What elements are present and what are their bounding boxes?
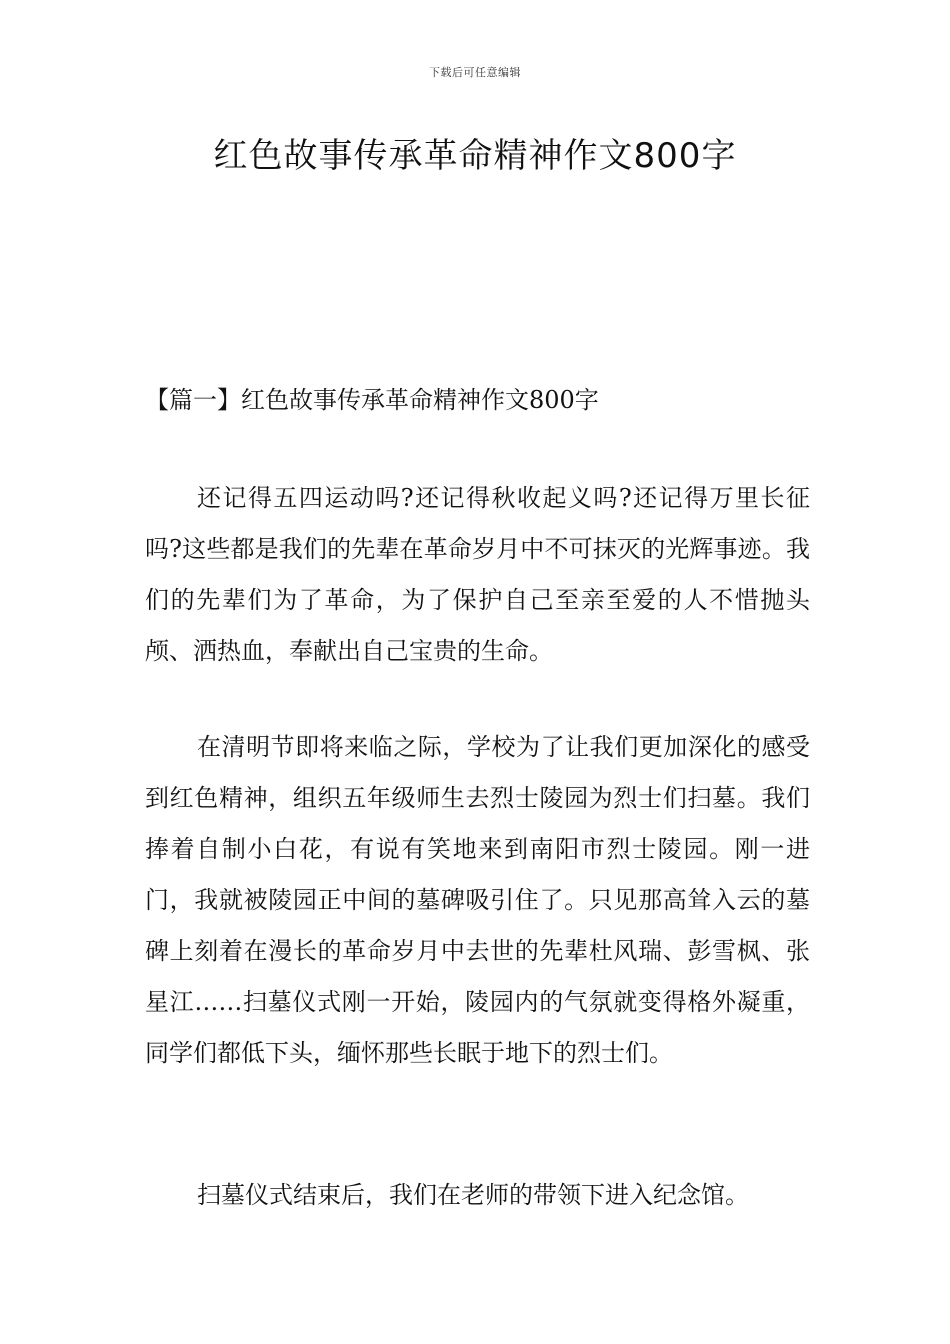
paragraph: 还记得五四运动吗?还记得秋收起义吗?还记得万里长征吗?这些都是我们的先辈在革命岁月中不可抹灭的光辉事迹。我们的先辈们为了革命，为了保护自己至亲至爱的人不惜抛头颅、洒热血，奉献出自己宝贵的生命。 [145,484,810,665]
section-heading: 【篇一】红色故事传承革命精神作文800字 [145,386,599,414]
paragraph: 在清明节即将来临之际，学校为了让我们更加深化的感受到红色精神，组织五年级师生去烈士陵园为烈士们扫墓。我们捧着自制小白花，有说有笑地来到南阳市烈士陵园。刚一进门，我就被陵园正中间的墓碑吸引住了。只见那高耸入云的墓碑上刻着在漫长的革命岁月中去世的先辈杜风瑞、彭雪枫、张星江……扫墓仪式刚一开始，陵园内的气氛就变得格外凝重，同学们都低下头，缅怀那些长眠于地下的烈士们。 [145,733,810,1067]
document-title: 红色故事传承革命精神作文800字 [213,136,737,176]
header-note: 下载后可任意编辑 [429,66,521,79]
paragraph: 扫墓仪式结束后，我们在老师的带领下进入纪念馆。 [197,1181,749,1209]
